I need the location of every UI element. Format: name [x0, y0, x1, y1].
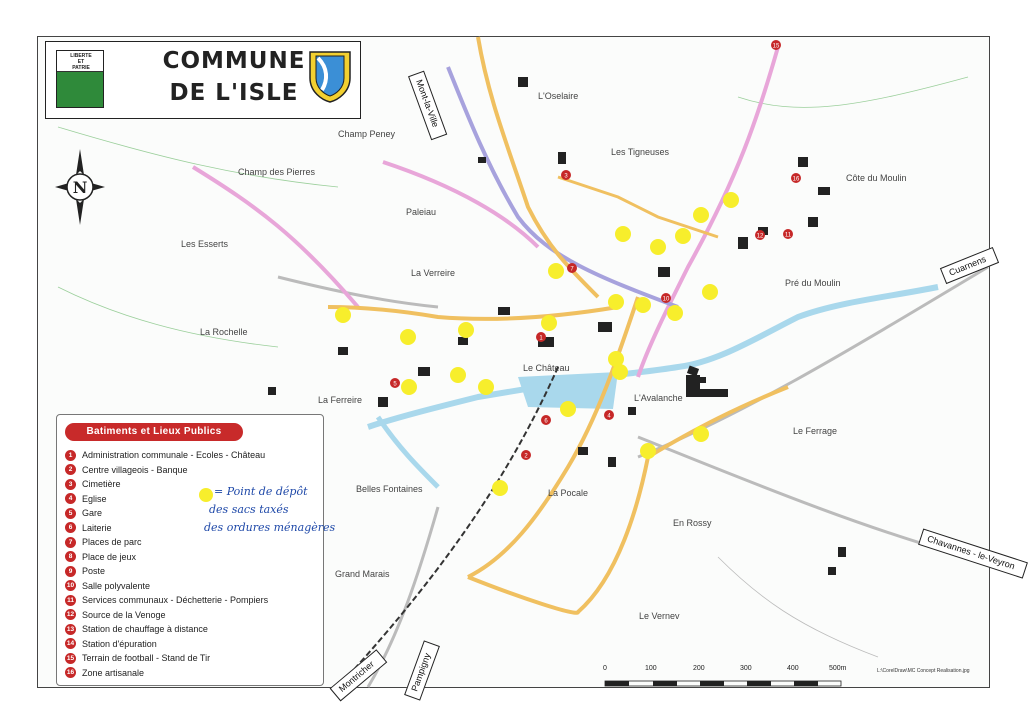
legend-heading: Batiments et Lieux Publics	[65, 423, 243, 441]
field-line	[58, 287, 278, 347]
collection-point-marker[interactable]	[667, 305, 683, 321]
legend-number-badge: 7	[65, 537, 76, 548]
road-orange	[478, 37, 598, 297]
svg-text:5: 5	[393, 381, 397, 388]
scale-tick-0: 0	[603, 665, 607, 672]
legend-number-badge: 13	[66, 625, 75, 633]
scale-tick-200: 200	[693, 665, 705, 672]
place-cote-moulin: Côte du Moulin	[846, 173, 907, 183]
legend-number-badge: 3	[65, 479, 76, 490]
legend-item	[65, 637, 268, 652]
flag-green-icon	[56, 50, 104, 108]
collection-point-marker[interactable]	[548, 263, 564, 279]
legend-item-label: Centre villageois - Banque	[82, 464, 188, 475]
road-grey	[638, 437, 968, 557]
map-marker-2[interactable]	[521, 450, 531, 460]
place-chateau: Le Château	[523, 363, 570, 373]
note-line-2: des sacs taxés	[209, 503, 289, 516]
legend-number-badge: 16	[66, 669, 75, 677]
legend-item	[65, 622, 268, 637]
direction-montricher[interactable]: Montricher	[330, 650, 387, 702]
place-pre-moulin: Pré du Moulin	[785, 278, 841, 288]
legend-item	[65, 579, 268, 594]
place-ferreire: La Ferreire	[318, 395, 363, 405]
field-line	[738, 77, 968, 107]
road-pink	[193, 167, 358, 307]
road-grey	[278, 277, 438, 307]
collection-point-marker[interactable]	[560, 401, 576, 417]
legend-number-badge: 6	[65, 522, 76, 533]
title-box	[45, 41, 361, 119]
collection-point-marker[interactable]	[401, 379, 417, 395]
flag-text-1: LIBERTE	[70, 53, 92, 59]
map-marker-4[interactable]	[604, 410, 614, 420]
map-marker-11[interactable]	[783, 229, 793, 239]
svg-text:15: 15	[772, 43, 780, 50]
legend-item	[65, 593, 268, 608]
svg-text:N: N	[72, 178, 88, 197]
compass-icon	[55, 149, 105, 225]
field-line	[718, 557, 878, 657]
legend-item	[65, 608, 268, 623]
place-vernev: Le Vernev	[639, 611, 680, 621]
collection-point-marker[interactable]	[650, 239, 666, 255]
legend-number-badge: 14	[66, 640, 75, 648]
svg-text:12: 12	[756, 233, 764, 240]
svg-text:4: 4	[607, 413, 611, 420]
legend-number-badge: 8	[65, 551, 76, 562]
map-marker-7[interactable]	[567, 263, 577, 273]
svg-text:10: 10	[662, 296, 670, 303]
legend-number-badge: 4	[65, 493, 76, 504]
legend-item	[65, 535, 268, 550]
legend-number-badge: 12	[66, 611, 75, 619]
road-orange	[328, 307, 618, 319]
scale-labels	[603, 665, 847, 685]
place-rossy: En Rossy	[673, 518, 712, 528]
collection-point-marker[interactable]	[612, 364, 628, 380]
legend-item-label: Eglise	[82, 493, 107, 504]
legend-item-label: Station d'épuration	[82, 638, 157, 649]
compass-rose	[55, 149, 105, 225]
legend-item-label: Poste	[82, 566, 106, 577]
river-branch	[378, 417, 438, 487]
map-frame	[37, 36, 1017, 694]
yellow-dot-legend-icon	[199, 488, 213, 502]
map-marker-1[interactable]	[536, 332, 546, 342]
page-title-line2: DE L'ISLE	[169, 80, 299, 106]
collection-point-marker[interactable]	[335, 307, 351, 323]
flag-text-2: ET	[77, 59, 85, 65]
svg-text:7: 7	[570, 266, 574, 273]
scale-tick-100: 100	[645, 665, 657, 672]
road-orange	[558, 177, 718, 237]
place-champ-peney: Champ Peney	[338, 129, 396, 139]
map-marker-15[interactable]	[771, 40, 781, 50]
legend-item	[65, 550, 268, 565]
legend-item-label: Administration communale - Ecoles - Château	[82, 450, 266, 461]
legend-number-badge: 5	[65, 508, 76, 519]
place-esserts: Les Esserts	[181, 239, 229, 249]
buildings	[268, 77, 846, 575]
scale-tick-400: 400	[787, 665, 799, 672]
place-verreire: La Verreire	[411, 268, 456, 278]
direction-mont-la-ville[interactable]: Mont-la-Ville	[408, 71, 447, 141]
direction-pampigny[interactable]: Pampigny	[404, 640, 440, 700]
collection-point-marker[interactable]	[693, 426, 709, 442]
collection-point-marker[interactable]	[541, 315, 557, 331]
place-rochelle: La Rochelle	[200, 327, 248, 337]
svg-text:2: 2	[524, 453, 528, 460]
place-oselaire: L'Oselaire	[538, 91, 579, 101]
flag-text-3: PATRIE	[72, 65, 90, 71]
place-avalanche: L'Avalanche	[634, 393, 683, 403]
legend-item	[65, 651, 268, 666]
legend-item-label: Station de chauffage à distance	[82, 624, 208, 635]
place-paleiau: Paleiau	[406, 207, 437, 217]
collection-point-marker[interactable]	[492, 480, 508, 496]
collection-point-marker[interactable]	[615, 226, 631, 242]
scale-tick-500: 500m	[829, 665, 847, 672]
legend-item-label: Services communaux - Déchetterie - Pompiers	[82, 595, 269, 606]
svg-text:1: 1	[539, 335, 543, 342]
page-title-line1: COMMUNE	[162, 48, 306, 74]
legend-number-badge: 15	[66, 654, 75, 662]
collection-point-marker[interactable]	[400, 329, 416, 345]
handwritten-note	[204, 483, 344, 537]
map-marker-12[interactable]	[755, 230, 765, 240]
direction-cuarnens[interactable]: Cuarnens	[940, 247, 999, 284]
svg-text:6: 6	[544, 418, 548, 425]
legend-number-badge: 9	[65, 566, 76, 577]
legend-number-badge: 1	[65, 450, 76, 461]
place-tigneuses: Les Tigneuses	[611, 147, 670, 157]
direction-chavannes[interactable]: Chavannes - le-Veyron	[918, 528, 1027, 578]
legend-number-badge: 11	[65, 595, 76, 606]
legend-item-label: Place de jeux	[82, 551, 137, 562]
map-marker-3[interactable]	[561, 170, 571, 180]
scale-tick-300: 300	[740, 665, 752, 672]
place-ferrage: Le Ferrage	[793, 426, 838, 436]
map-marker-5[interactable]	[390, 378, 400, 388]
vaud-flag	[56, 50, 104, 108]
svg-text:16: 16	[792, 176, 800, 183]
legend-item-label: Cimetière	[82, 479, 121, 490]
collection-point-marker[interactable]	[693, 207, 709, 223]
legend-item	[65, 463, 268, 478]
map-marker-6[interactable]	[541, 415, 551, 425]
legend-item	[65, 448, 268, 463]
place-champ-pierres: Champ des Pierres	[238, 167, 316, 177]
file-path-note: L:\CorelDraw\MC Concept Realisation.jpg	[877, 668, 970, 674]
svg-text:11: 11	[784, 232, 792, 239]
legend-item-label: Source de la Venoge	[82, 609, 166, 620]
collection-point-marker[interactable]	[635, 297, 651, 313]
legend-item-label: Salle polyvalente	[82, 580, 151, 591]
map-marker-10[interactable]	[661, 293, 671, 303]
large-building	[686, 375, 728, 397]
collection-point-marker[interactable]	[723, 192, 739, 208]
legend-item	[65, 666, 268, 681]
collection-point-marker[interactable]	[608, 294, 624, 310]
collection-point-marker[interactable]	[702, 284, 718, 300]
map-marker-16[interactable]	[791, 173, 801, 183]
legend-item-label: Places de parc	[82, 537, 142, 548]
legend-item-label: Terrain de football - Stand de Tir	[82, 653, 211, 664]
legend-item-label: Laiterie	[82, 522, 112, 533]
road-pink	[383, 162, 538, 247]
collection-point-marker[interactable]	[640, 443, 656, 459]
collection-point-marker[interactable]	[458, 322, 474, 338]
note-line-3: des ordures ménagères	[204, 521, 336, 534]
legend-number-badge: 2	[65, 464, 76, 475]
note-line-1: = Point de dépôt	[214, 485, 308, 498]
svg-text:3: 3	[564, 173, 568, 180]
legend-item-label: Zone artisanale	[82, 667, 145, 678]
legend-item	[65, 564, 268, 579]
collection-point-marker[interactable]	[675, 228, 691, 244]
place-pocale: La Pocale	[548, 488, 589, 498]
legend-number-badge: 10	[66, 582, 75, 590]
legend-panel	[56, 414, 324, 686]
crest-icon	[308, 50, 352, 104]
place-grand-marais: Grand Marais	[335, 569, 390, 579]
place-belles-fontaines: Belles Fontaines	[356, 484, 423, 494]
river-venoge	[368, 287, 938, 427]
collection-point-marker[interactable]	[478, 379, 494, 395]
legend-item-label: Gare	[82, 508, 103, 519]
collection-point-marker[interactable]	[450, 367, 466, 383]
